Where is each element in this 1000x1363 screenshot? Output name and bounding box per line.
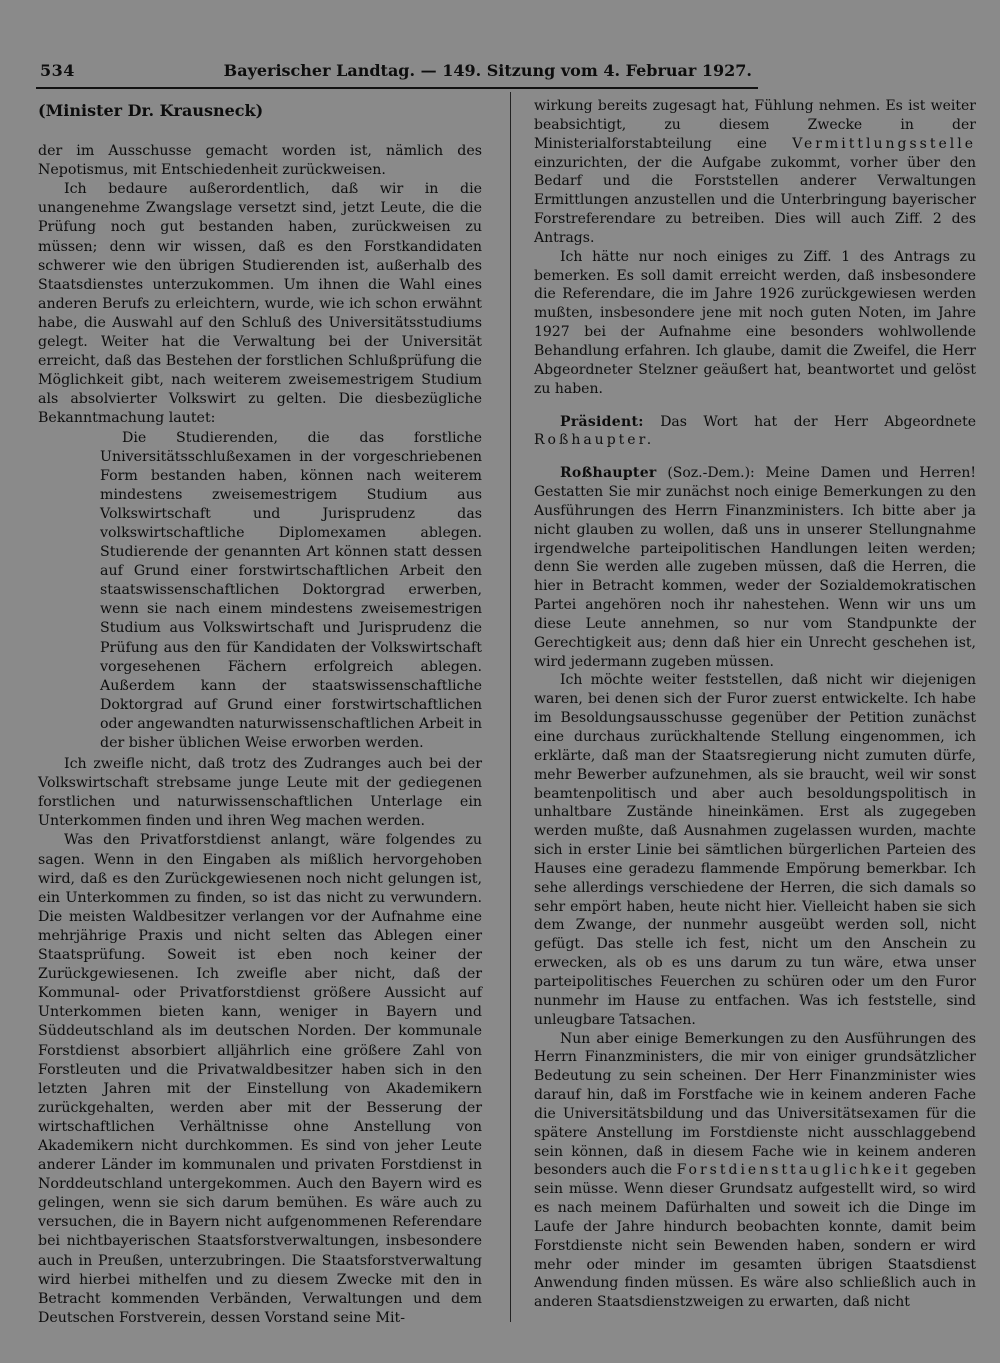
- page-header: [40, 55, 752, 85]
- running-title: Bayerischer Landtag. — 149. Sitzung vom 4. Februar 1927.: [223, 61, 752, 80]
- paragraph: der im Ausschusse gemacht worden ist, nämlich des Nepotismus, mit Entschiedenheit zurückweisen.: [38, 143, 482, 179]
- speaker-name: Roßhaupter.: [534, 432, 655, 449]
- text-run: wirkung bereits zugesagt hat, Fühlung nehmen. Es ist weiter beabsichtigt, zu diesem Zwecke in der Ministerialforstabteilung eine: [534, 98, 976, 152]
- speaker-heading: (Minister Dr. Krausneck): [38, 101, 264, 120]
- text-run: (Soz.-Dem.): Meine Damen und Herren! Gestatten Sie mir zunächst noch einige Bemerkungen zu den Ausführungen des Herrn Finanzministers. Ich bitte aber ja nicht glauben zu wollen, daß uns in unserer Stellungnahme irgendwelche parteipolitischen Handlungen leiten werden; denn Sie werden alle zugeben müssen, daß die Herren, die hier in Betracht kommen, weder der Sozialdemokratischen Partei angehören noch ihr nahestehen. Wenn wir uns um diese Leute annehmen, so nur vom Standpunkte der Gerechtigkeit aus; denn daß hier ein Unrecht geschehen ist, wird jedermann zugeben müssen.: [534, 465, 977, 670]
- paragraph: Ich bedaure außerordentlich, daß wir in die unangenehme Zwangslage versetzt sind, jetzt Leute, die die Prüfung noch gut bestanden haben, zurückweisen zu müssen; denn wir wissen, daß es den Forstkandidaten schwerer wie den übrigen Studierenden ist, außerhalb des Staatsdienstes unterzukommen. Um ihnen die Wahl eines anderen Berufs zu erleichtern, wurde, wie ich schon erwähnt habe, die Auswahl auf den Schluß des Universitätsstudiums gelegt. Weiter hat die Verwaltung bei der Universität erreicht, daß das Bestehen der forstlichen Schlußprüfung die Möglichkeit gibt, nach weiterem zweisemestrigem Studium als absolvierter Volkswirt zu gelten. Die diesbezügliche Bekanntmachung lautet:: [38, 181, 482, 427]
- emphasized-term: Forstdiensttauglichkeit: [676, 1162, 911, 1179]
- text-run: einzurichten, der die Aufgabe zukommt, vorher über den Bedarf und die Forststellen anderer Verwaltungen Ermittlungen anzustellen und die Unterbringung bayerischer Forstreferendare zu betreiben. Dies will auch Ziff. 2 des Antrags.: [534, 154, 976, 246]
- text-run: Nun aber einige Bemerkungen zu den Ausführungen des Herrn Finanzministers, die mir von einiger grundsätzlicher Bedeutung zu sein scheinen. Der Herr Finanzminister wies darauf hin, daß im Forstfache wie in keinem anderen Fache die Universitätsbildung und das Universitätsexamen für die spätere Anstellung im Forstdienste nicht ausschlaggebend sein können, daß in diesem Fache wie in keinem anderen besonders auch die: [534, 1030, 976, 1179]
- column-divider: [510, 92, 511, 1322]
- paragraph: Was den Privatforstdienst anlangt, wäre folgendes zu sagen. Wenn in den Eingaben als mißlich hervorgehoben wird, daß es den Zurückgewiesenen noch nicht gelungen ist, ein Unterkommen zu finden, so ist das nicht zu verwundern. Die meisten Waldbesitzer verlangen vor der Aufnahme eine mehrjährige Praxis und nicht selten das Ablegen einer Staatsprüfung. Soweit ist eben noch keiner der Zurückgewiesenen. Ich zweifle aber nicht, daß der Kommunal- oder Privatforstdienst größere Aussicht auf Unterkommen bieten kann, weniger in Bayern und Süddeutschland als im deutschen Norden. Der kommunale Forstdienst absorbiert alljährlich eine größere Zahl von Forstleuten und die Privatwaldbesitzer haben sich in den letzten Jahren mit der Einstellung von Akademikern zurückgehalten, werden aber mit der Besserung der wirtschaftlichen Verhältnisse ohne Anstellung von Akademikern nicht durchkommen. Es sind von jeher Leute anderer Länder im kommunalen und privaten Forstdienst in Norddeutschland untergekommen. Auch den Bayern wird es gelingen, wenn sie sich darum bemühen. Es wäre auch zu versuchen, die in Bayern nicht aufgenommenen Referendare bei nichtbayerischen Staatsforstverwaltungen, insbesondere auch in Preußen, unterzubringen. Die Staatsforstverwaltung wird hierbei mithelfen und zu diesem Zwecke mit den in Betracht kommenden Verbänden, Verwaltungen und dem Deutschen Forstverein, dessen Vorstand seine Mit-: [38, 832, 482, 1326]
- paragraph: Ich hätte nur noch einiges zu Ziff. 1 des Antrags zu bemerken. Es soll damit erreicht werden, daß insbesondere die Referendare, die im Jahre 1926 zurückgewiesen werden mußten, insbesondere jene mit noch guten Noten, im Jahre 1927 bei der Aufnahme eine besonders wohlwollende Behandlung erfahren. Ich glaube, damit die Zweifel, die Herr Abgeordneter Stelzner geäußert hat, beantwortet und gelöst zu haben.: [534, 248, 976, 397]
- president-remark: [534, 413, 976, 451]
- speech-opening: [534, 464, 976, 671]
- text-run: gegeben sein müsse. Wenn dieser Grundsatz aufgestellt wird, so wird es nach meinem Dafürhalten und soweit ich die Dinge im Laufe der Jahre hindurch beobachten konnte, damit beim Forstdienste nicht sein Bewenden haben, sondern er wird mehr oder minder im gesamten übrigen Staatsdienst Anwendung finden müssen. Es wäre also schließlich auch in anderen Staatsdienstzweigen zu erwarten, daß nicht: [534, 1162, 977, 1311]
- paragraph: [534, 97, 976, 248]
- left-column: [38, 97, 482, 1328]
- right-column: [534, 97, 976, 1312]
- page-number: 534: [40, 61, 75, 80]
- header-rule: [36, 87, 758, 89]
- quoted-announcement: Die Studierenden, die das forstliche Universitätsschlußexamen in der vorgeschriebenen Form bestanden haben, können nach weiterem mindestens zweisemestrigem Studium aus Volkswirtschaft und Jurisprudenz das volkswirtschaftliche Diplomexamen ablegen. Studierende der genannten Art können statt dessen auf Grund einer forstwirtschaftlichen Arbeit den staatswissenschaftlichen Doktorgrad erwerben, wenn sie nach einem mindestens zweisemestrigen Studium aus Volkswirtschaft und Jurisprudenz die Prüfung aus den für Kandidaten der Volkswirtschaft vorgesehenen Fächern erfolgreich ablegen. Außerdem kann der staatswissenschaftliche Doktorgrad auf Grund einer forstwirtschaftlichen oder angewandten naturwissenschaftlichen Arbeit in der bisher üblichen Weise erworben werden.: [100, 429, 482, 751]
- paragraph: Ich zweifle nicht, daß trotz des Zudranges auch bei der Volkswirtschaft strebsame junge Leute mit der gediegenen forstlichen und naturwissenschaftlichen Unterlage ein Unterkommen finden und ihren Weg machen werden.: [38, 756, 482, 830]
- text-run: Das Wort hat der Herr Abgeordnete: [660, 413, 976, 430]
- paragraph: Ich möchte weiter feststellen, daß nicht wir diejenigen waren, bei denen sich der Furor zuerst entwickelte. Ich habe im Besoldungsausschusse gegenüber der Petition zunächst eine durchaus zurückhaltende Stellung eingenommen, ich erklärte, daß man der Staatsregierung nicht zumuten dürfe, mehr Bewerber aufzunehmen, als sie braucht, weil wir sonst beamtenpolitisch und aber auch besoldungspolitisch in unhaltbare Zustände hineinkämen. Erst als zugegeben werden mußte, daß Ausnahmen zugelassen wurden, machte sich in erster Linie bei sämtlichen bürgerlichen Parteien des Hauses eine geradezu flammende Empörung bemerkbar. Ich sehe allerdings verschiedene der Herren, die sich damals so sehr empört haben, heute nicht hier. Vielleicht haben sie sich dem Zwange, der nunmehr ausgeübt werden soll, nicht gefügt. Das stelle ich fest, nicht um den Anschein zu erwecken, als ob es uns darum zu tun wäre, etwa unser parteipolitisches Feuerchen zu schüren oder um den Furor nunmehr im Hause zu entfachen. Was ich feststelle, sind unleugbare Tatsachen.: [534, 672, 976, 1028]
- emphasized-term: Vermittlungsstelle: [792, 135, 976, 152]
- speaker-label: Präsident:: [560, 413, 644, 430]
- paragraph: [534, 1030, 976, 1313]
- speaker-label: Roßhaupter: [560, 465, 657, 482]
